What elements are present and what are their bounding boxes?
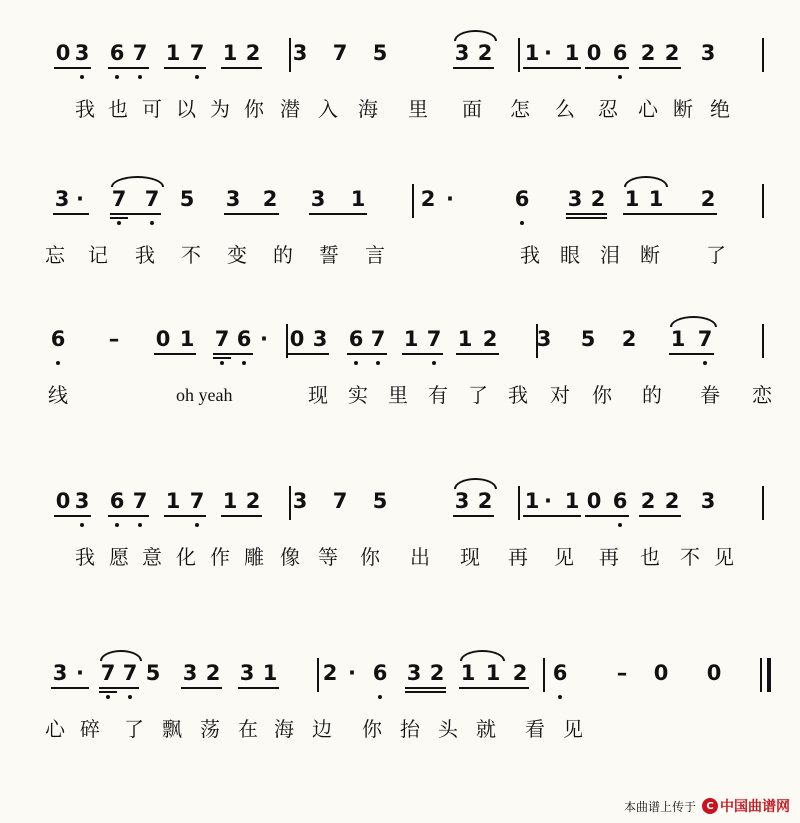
- lyric-syllable: 了: [706, 243, 726, 267]
- barline: [518, 486, 520, 520]
- notation-row: [0, 34, 800, 84]
- note: 5: [179, 187, 195, 211]
- note: 6: [109, 41, 125, 65]
- lyric-syllable: 么: [555, 97, 575, 121]
- note: 1: [179, 327, 195, 351]
- score-system-5: [0, 654, 800, 764]
- note: 3: [312, 327, 328, 351]
- lyric-syllable: 作: [210, 545, 230, 569]
- note: 3: [52, 661, 68, 685]
- low-octave-dot: [117, 221, 121, 225]
- note: 2: [700, 187, 716, 211]
- lyric-syllable: 为: [210, 97, 230, 121]
- lyric-syllable: 化: [176, 545, 196, 569]
- footer: [624, 795, 790, 817]
- note: 7: [144, 187, 160, 211]
- note: 1: [403, 327, 419, 351]
- note: 0: [289, 327, 305, 351]
- lyric-syllable: 心: [45, 717, 65, 741]
- lyric-syllable: 海: [274, 717, 294, 741]
- lyric-syllable: 潜: [280, 97, 300, 121]
- low-octave-dot: [80, 523, 84, 527]
- low-octave-dot: [56, 361, 60, 365]
- note: 3: [74, 41, 90, 65]
- note: 3: [567, 187, 583, 211]
- note: 3: [292, 41, 308, 65]
- lyric-syllable: 头: [438, 717, 458, 741]
- note: 5: [372, 489, 388, 513]
- lyric-syllable: 恋: [752, 383, 772, 407]
- low-octave-dot: [354, 361, 358, 365]
- lyric-syllable: 眼: [560, 243, 580, 267]
- lyric-syllable: 现: [460, 545, 480, 569]
- beam-underline: [523, 67, 581, 69]
- note: –: [108, 327, 120, 351]
- lyric-syllable: 我: [75, 97, 95, 121]
- lyric-syllable: 断: [640, 243, 660, 267]
- note: 1: [524, 489, 540, 513]
- note: 3: [54, 187, 70, 211]
- lyrics-row: [0, 94, 800, 128]
- lyrics-row: [0, 542, 800, 576]
- note: 1: [624, 187, 640, 211]
- note: ·: [348, 661, 356, 685]
- note: 2: [322, 661, 338, 685]
- low-octave-dot: [80, 75, 84, 79]
- final-barline-thick: [767, 658, 771, 692]
- lyric-syllable: 像: [280, 545, 300, 569]
- low-octave-dot: [703, 361, 707, 365]
- lyric-syllable: 我: [520, 243, 540, 267]
- beam-underline: [585, 515, 629, 517]
- lyric-syllable: 再: [599, 545, 619, 569]
- lyric-syllable: 也: [108, 97, 128, 121]
- note: 2: [477, 41, 493, 65]
- lyric-syllable: 言: [365, 243, 385, 267]
- beam-underline: [459, 687, 529, 689]
- beam-underline: [181, 687, 222, 689]
- lyric-syllable: 入: [318, 97, 338, 121]
- note: 1: [262, 661, 278, 685]
- note: 0: [706, 661, 722, 685]
- note: 0: [586, 489, 602, 513]
- low-octave-dot: [558, 695, 562, 699]
- low-octave-dot: [432, 361, 436, 365]
- lyric-syllable: 绝: [710, 97, 730, 121]
- barline: [762, 324, 764, 358]
- note: 1: [670, 327, 686, 351]
- lyric-syllable: 我: [135, 243, 155, 267]
- beam-underline: [405, 691, 446, 693]
- note: 1: [165, 41, 181, 65]
- lyric-syllable: 雕: [244, 545, 264, 569]
- note: 2: [245, 489, 261, 513]
- lyric-syllable: 里: [388, 383, 408, 407]
- notation-row: [0, 320, 800, 370]
- lyrics-row: [0, 380, 800, 414]
- note: 3: [225, 187, 241, 211]
- note: 7: [189, 489, 205, 513]
- note: 7: [697, 327, 713, 351]
- lyric-syllable: 碎: [80, 717, 100, 741]
- low-octave-dot: [128, 695, 132, 699]
- beam-underline: [110, 217, 128, 219]
- note: 1: [648, 187, 664, 211]
- beam-underline: [456, 353, 499, 355]
- note: ·: [544, 41, 552, 65]
- lyric-syllable: 忍: [598, 97, 618, 121]
- final-barline: [760, 658, 762, 692]
- beam-underline: [213, 357, 231, 359]
- note: ·: [76, 187, 84, 211]
- note: 2: [262, 187, 278, 211]
- lyric-syllable: 的: [273, 243, 293, 267]
- note: 1: [222, 41, 238, 65]
- beam-underline: [639, 515, 681, 517]
- note: 3: [239, 661, 255, 685]
- note: 1: [564, 41, 580, 65]
- lyrics-row: [0, 714, 800, 748]
- note: ·: [76, 661, 84, 685]
- beam-underline: [108, 67, 149, 69]
- note: 7: [370, 327, 386, 351]
- lyric-syllable: 飘: [162, 717, 182, 741]
- barline: [412, 184, 414, 218]
- note: 2: [512, 661, 528, 685]
- note: 1: [460, 661, 476, 685]
- note: 2: [482, 327, 498, 351]
- note: 1: [485, 661, 501, 685]
- lyric-syllable: 你: [244, 97, 264, 121]
- lyric-syllable: 泪: [600, 243, 620, 267]
- note: 1: [350, 187, 366, 211]
- slur: [624, 176, 668, 187]
- beam-underline: [566, 217, 607, 219]
- note: 5: [145, 661, 161, 685]
- lyric-syllable: 变: [227, 243, 247, 267]
- note: 1: [564, 489, 580, 513]
- note: 0: [586, 41, 602, 65]
- note: 1: [222, 489, 238, 513]
- note: 7: [332, 489, 348, 513]
- barline: [289, 38, 291, 72]
- note: 6: [514, 187, 530, 211]
- lyric-syllable: 线: [48, 383, 68, 407]
- slur: [454, 30, 497, 41]
- score-system-3: [0, 320, 800, 430]
- logo-mark-icon: C: [702, 798, 718, 814]
- lyric-syllable: 实: [348, 383, 368, 407]
- note: 2: [245, 41, 261, 65]
- note: 7: [111, 187, 127, 211]
- lyric-syllable: 出: [410, 545, 430, 569]
- note: 2: [664, 489, 680, 513]
- lyric-syllable: 断: [673, 97, 693, 121]
- beam-underline: [164, 67, 206, 69]
- lyric-syllable: 怎: [510, 97, 530, 121]
- lyric-syllable: 再: [508, 545, 528, 569]
- beam-underline: [164, 515, 206, 517]
- lyric-syllable: 意: [142, 545, 162, 569]
- note: 0: [55, 489, 71, 513]
- note: ·: [446, 187, 454, 211]
- beam-underline: [623, 213, 717, 215]
- beam-underline: [585, 67, 629, 69]
- lyric-syllable: 不: [181, 243, 201, 267]
- low-octave-dot: [242, 361, 246, 365]
- lyric-syllable: 你: [362, 717, 382, 741]
- low-octave-dot: [195, 523, 199, 527]
- note: 1: [524, 41, 540, 65]
- note: 3: [292, 489, 308, 513]
- note: 6: [348, 327, 364, 351]
- barline: [762, 486, 764, 520]
- note: –: [616, 661, 628, 685]
- note: 3: [74, 489, 90, 513]
- beam-underline: [53, 213, 89, 215]
- beam-underline: [154, 353, 196, 355]
- slur: [100, 650, 142, 661]
- note: 2: [477, 489, 493, 513]
- slur: [111, 176, 164, 187]
- note: 7: [332, 41, 348, 65]
- note: 7: [132, 489, 148, 513]
- lyric-syllable: 也: [640, 545, 660, 569]
- note: 1: [165, 489, 181, 513]
- beam-underline: [669, 353, 714, 355]
- beam-underline: [453, 515, 494, 517]
- lyric-syllable: 见: [714, 545, 734, 569]
- note: 3: [536, 327, 552, 351]
- notation-row: [0, 482, 800, 532]
- note: 2: [429, 661, 445, 685]
- note: 2: [621, 327, 637, 351]
- lyric-syllable: 在: [238, 717, 258, 741]
- note: 0: [155, 327, 171, 351]
- note: 2: [205, 661, 221, 685]
- beam-underline: [51, 687, 89, 689]
- lyric-syllable: 见: [554, 545, 574, 569]
- lyric-syllable: 里: [408, 97, 428, 121]
- beam-underline: [238, 687, 279, 689]
- note: 2: [640, 489, 656, 513]
- beam-underline: [99, 691, 117, 693]
- lyric-syllable: 对: [550, 383, 570, 407]
- notation-row: [0, 654, 800, 704]
- barline: [289, 486, 291, 520]
- low-octave-dot: [106, 695, 110, 699]
- lyric-syllable: 了: [468, 383, 488, 407]
- low-octave-dot: [195, 75, 199, 79]
- beam-underline: [566, 213, 607, 215]
- barline: [543, 658, 545, 692]
- barline: [317, 658, 319, 692]
- note: 0: [653, 661, 669, 685]
- note: 7: [426, 327, 442, 351]
- low-octave-dot: [618, 523, 622, 527]
- note: 3: [454, 489, 470, 513]
- lyric-syllable: 眷: [700, 383, 720, 407]
- lyric-syllable: 就: [476, 717, 496, 741]
- site-logo[interactable]: [702, 796, 790, 816]
- lyric-syllable: 我: [508, 383, 528, 407]
- lyrics-row: [0, 240, 800, 274]
- note: 6: [372, 661, 388, 685]
- lyric-syllable: 海: [358, 97, 378, 121]
- lyric-syllable: 以: [176, 97, 196, 121]
- beam-underline: [110, 213, 161, 215]
- note: 3: [700, 489, 716, 513]
- beam-underline: [221, 67, 262, 69]
- low-octave-dot: [138, 523, 142, 527]
- lyric-syllable: 记: [88, 243, 108, 267]
- note: 6: [50, 327, 66, 351]
- low-octave-dot: [115, 523, 119, 527]
- beam-underline: [99, 687, 139, 689]
- note: 7: [122, 661, 138, 685]
- upload-credit: 本曲谱上传于: [623, 799, 696, 814]
- note: 6: [612, 489, 628, 513]
- lyric-syllable: 见: [563, 717, 583, 741]
- score-system-2: [0, 180, 800, 290]
- beam-underline: [221, 515, 262, 517]
- note: 6: [109, 489, 125, 513]
- beam-underline: [405, 687, 446, 689]
- lyric-syllable: 心: [638, 97, 658, 121]
- beam-underline: [54, 515, 91, 517]
- lyric-syllable: 有: [428, 383, 448, 407]
- lyric-syllable: 抬: [400, 717, 420, 741]
- note: 3: [406, 661, 422, 685]
- beam-underline: [402, 353, 443, 355]
- barline: [518, 38, 520, 72]
- note: 7: [100, 661, 116, 685]
- note: 3: [700, 41, 716, 65]
- lyric-syllable: 的: [642, 383, 662, 407]
- note: 2: [664, 41, 680, 65]
- note: 0: [55, 41, 71, 65]
- lyric-syllable: 愿: [109, 545, 129, 569]
- note: 2: [420, 187, 436, 211]
- note: 2: [640, 41, 656, 65]
- note: 3: [182, 661, 198, 685]
- slur: [670, 316, 717, 327]
- note: 5: [372, 41, 388, 65]
- lyric-syllable: 边: [312, 717, 332, 741]
- lyric-syllable: 你: [360, 545, 380, 569]
- lyric-syllable: 面: [462, 97, 482, 121]
- note: 6: [612, 41, 628, 65]
- beam-underline: [639, 67, 681, 69]
- low-octave-dot: [520, 221, 524, 225]
- slur: [460, 650, 505, 661]
- note: 7: [189, 41, 205, 65]
- note: ·: [544, 489, 552, 513]
- low-octave-dot: [376, 361, 380, 365]
- note: 6: [552, 661, 568, 685]
- slur: [454, 478, 497, 489]
- low-octave-dot: [378, 695, 382, 699]
- beam-underline: [347, 353, 387, 355]
- lyric-syllable: 你: [592, 383, 612, 407]
- note: 7: [132, 41, 148, 65]
- lyric-syllable: 忘: [45, 243, 65, 267]
- lyric-syllable: 我: [75, 545, 95, 569]
- note: 5: [580, 327, 596, 351]
- beam-underline: [288, 353, 329, 355]
- lyric-syllable: 可: [142, 97, 162, 121]
- notation-row: [0, 180, 800, 230]
- beam-underline: [309, 213, 367, 215]
- note: 3: [310, 187, 326, 211]
- low-octave-dot: [150, 221, 154, 225]
- low-octave-dot: [138, 75, 142, 79]
- beam-underline: [108, 515, 149, 517]
- note: 3: [454, 41, 470, 65]
- low-octave-dot: [115, 75, 119, 79]
- note: 6: [236, 327, 252, 351]
- note: 7: [214, 327, 230, 351]
- lyric-syllable: 现: [308, 383, 328, 407]
- beam-underline: [224, 213, 279, 215]
- barline: [762, 38, 764, 72]
- lyric-syllable: 不: [680, 545, 700, 569]
- logo-text: 中国曲谱网: [720, 799, 790, 815]
- note: 2: [590, 187, 606, 211]
- beam-underline: [213, 353, 253, 355]
- score-system-4: [0, 482, 800, 592]
- low-octave-dot: [618, 75, 622, 79]
- note: 1: [457, 327, 473, 351]
- lyric-syllable: 看: [525, 717, 545, 741]
- lyric-syllable: oh yeah: [176, 385, 233, 405]
- beam-underline: [453, 67, 494, 69]
- lyric-syllable: 誓: [319, 243, 339, 267]
- score-system-1: [0, 34, 800, 144]
- lyric-syllable: 等: [318, 545, 338, 569]
- beam-underline: [523, 515, 581, 517]
- lyric-syllable: 了: [124, 717, 144, 741]
- note: ·: [260, 327, 268, 351]
- beam-underline: [54, 67, 91, 69]
- barline: [762, 184, 764, 218]
- lyric-syllable: 荡: [200, 717, 220, 741]
- low-octave-dot: [220, 361, 224, 365]
